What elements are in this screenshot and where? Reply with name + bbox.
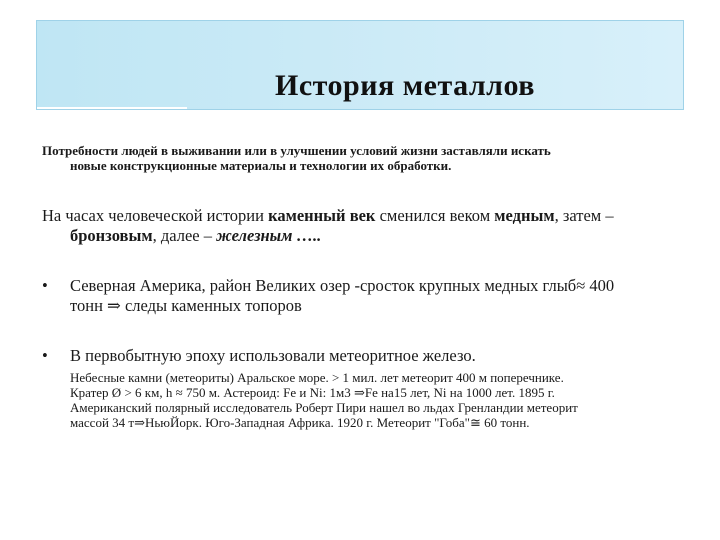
bullet-marker: • [42, 276, 48, 295]
stone-age-term: каменный век [268, 206, 376, 225]
bronze-age-term: бронзовым [70, 226, 153, 245]
note-line-1: Небесные камни (метеориты) Аральское море. > 1 мил. лет метеорит 400 м поперечнике. [70, 370, 564, 385]
bullet-line-2: тонн ⇒ следы каменных топоров [70, 296, 302, 315]
bullet-line-1: В первобытную эпоху использовали метеоритное железо. [70, 346, 476, 365]
bullet-line-1: Северная Америка, район Великих озер -сросток крупных медных глыб≈ 400 [70, 276, 615, 295]
slide-title: История металлов [275, 69, 535, 102]
intro-paragraph [42, 143, 682, 173]
bullet-text [70, 276, 690, 316]
title-banner [36, 20, 684, 110]
bullet-text [70, 346, 690, 366]
note-line-2: Кратер Ø > 6 км, h ≈ 750 м. Астероид: Fe и Ni: 1м3 ⇒Fe на15 лет, Ni на 1000 лет. 1895 г. [70, 385, 555, 400]
meteorite-note [70, 370, 690, 430]
history-text-4: , далее – [152, 226, 217, 245]
history-paragraph [42, 206, 692, 246]
intro-line-1: Потребности людей в выживании или в улучшении условий жизни заставляли искать [42, 143, 551, 158]
note-line-4: массой 34 т⇒НьюЙорк. Юго-Западная Африка. 1920 г. Метеорит "Гоба"≅ 60 тонн. [70, 415, 530, 430]
note-line-3: Американский полярный исследователь Роберт Пири нашел во льдах Гренландии метеорит [70, 400, 578, 415]
history-text-1: На часах человеческой истории [42, 206, 269, 225]
iron-age-term: железным ….. [216, 226, 322, 245]
history-text-3: , затем – [554, 206, 614, 225]
copper-age-term: медным [494, 206, 555, 225]
history-line-2 [42, 226, 692, 246]
history-text-2: сменился веком [375, 206, 495, 225]
banner-accent-line [37, 107, 187, 109]
intro-line-2: новые конструкционные материалы и технологии их обработки. [70, 158, 452, 173]
bullet-marker: • [42, 346, 48, 365]
